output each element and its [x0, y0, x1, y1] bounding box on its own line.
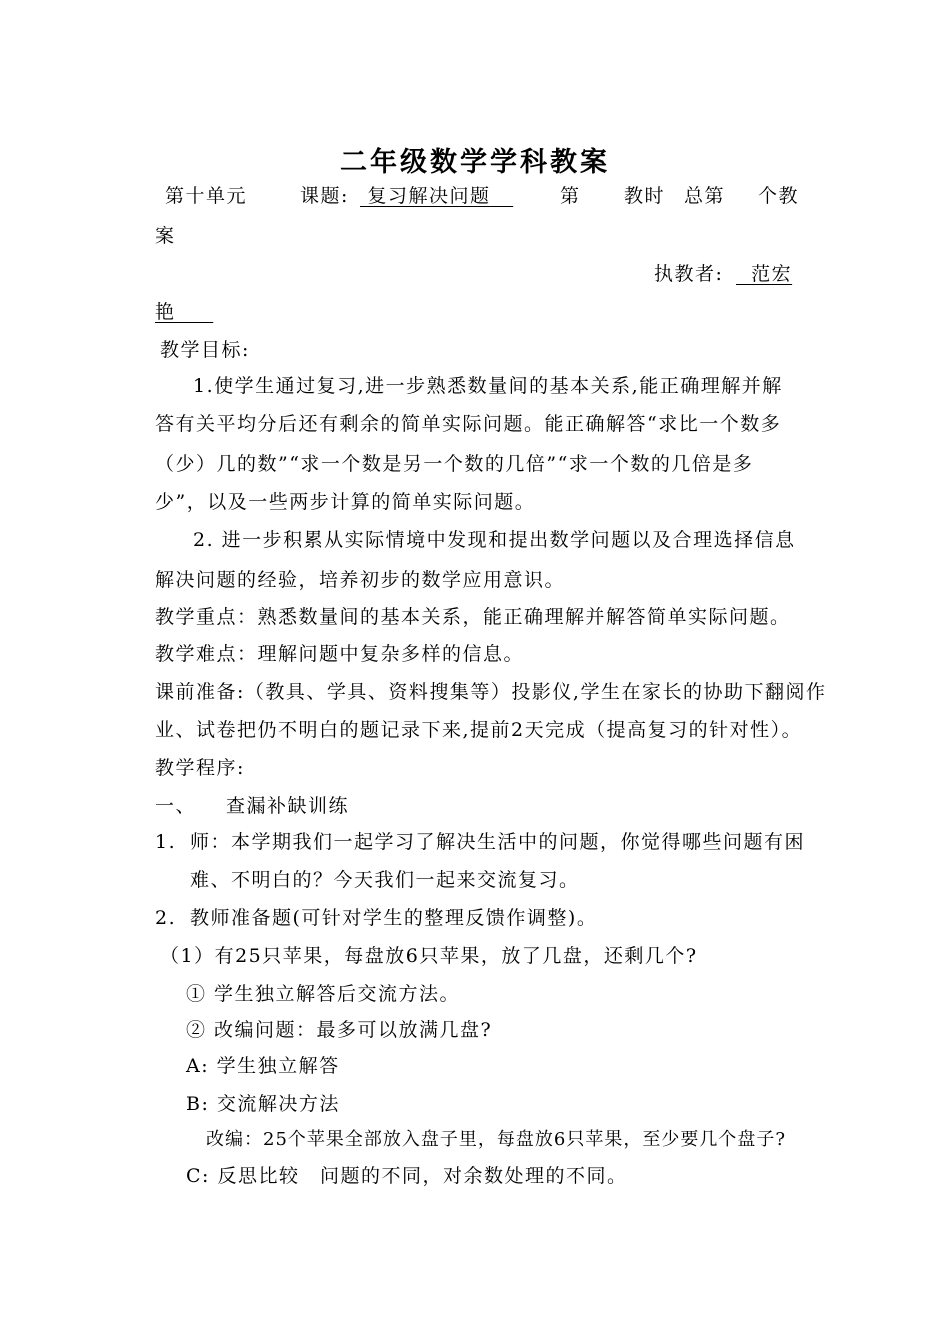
objectives-heading: 教学目标: — [160, 339, 250, 361]
lesson-number-label: 第 — [560, 185, 581, 207]
sub-step-c: C: 反思比较 问题的不同，对余数处理的不同。 — [186, 1165, 628, 1187]
objective-line: （少）几的数”“求一个数是另一个数的几倍”“求一个数的几倍是多 — [155, 453, 754, 475]
rewrite-question: 改编：25个苹果全部放入盘子里，每盘放6只苹果，至少要几个盘子? — [206, 1129, 787, 1150]
objective-line: 解决问题的经验，培养初步的数学应用意识。 — [155, 569, 566, 591]
teacher-label: 执教者: — [654, 263, 724, 285]
question-1: （1）有25只苹果，每盘放6只苹果，放了几盘，还剩几个? — [160, 945, 698, 967]
item-text: 教师准备题(可针对学生的整理反馈作调整)。 — [190, 907, 598, 929]
difficulty: 教学难点：理解问题中复杂多样的信息。 — [155, 643, 525, 665]
objective-line: 2. 进一步积累从实际情境中发现和提出数学问题以及合理选择信息 — [193, 529, 796, 551]
sub-step-b: B: 交流解决方法 — [186, 1093, 340, 1115]
item-number: 1. — [155, 831, 177, 853]
topic-label: 课题: — [300, 185, 349, 207]
section-number: 一、 — [155, 795, 197, 817]
item-text: 难、不明白的？今天我们一起来交流复习。 — [190, 869, 580, 891]
item-number: 2. — [155, 907, 177, 929]
total-label: 总第 — [684, 185, 726, 207]
item-text: 师：本学期我们一起学习了解决生活中的问题，你觉得哪些问题有困 — [190, 831, 806, 853]
document-title: 二年级数学学科教案 — [340, 147, 610, 178]
section-title: 查漏补缺训练 — [226, 795, 350, 817]
preparation-line: 课前准备:（教具、学具、资料搜集等）投影仪,学生在家长的协助下翻阅作 — [155, 681, 827, 703]
topic-value: 复习解决问题 — [367, 185, 491, 207]
procedure-heading: 教学程序: — [155, 757, 245, 779]
teacher-name: 范宏 — [751, 263, 793, 285]
lesson-period-label: 教时 — [624, 185, 666, 207]
plan-label: 个教 — [758, 185, 800, 207]
objective-line: 1.使学生通过复习,进一步熟悉数量间的基本关系,能正确理解并解 — [193, 375, 783, 397]
step-2: ② 改编问题：最多可以放满几盘? — [186, 1019, 493, 1041]
key-point: 教学重点：熟悉数量间的基本关系，能正确理解并解答简单实际问题。 — [155, 606, 791, 628]
objective-line: 少”，以及一些两步计算的简单实际问题。 — [155, 491, 536, 513]
teacher-name-cont: 艳 — [155, 301, 176, 323]
unit-label: 第十单元 — [165, 185, 248, 207]
objective-line: 答有关平均分后还有剩余的简单实际问题。能正确解答“求比一个数多 — [155, 413, 782, 435]
step-1: ① 学生独立解答后交流方法。 — [186, 983, 461, 1005]
plan-label-cont: 案 — [155, 225, 176, 247]
preparation-line: 业、试卷把仍不明白的题记录下来,提前2天完成（提高复习的针对性）。 — [155, 719, 803, 741]
sub-step-a: A: 学生独立解答 — [186, 1055, 340, 1077]
